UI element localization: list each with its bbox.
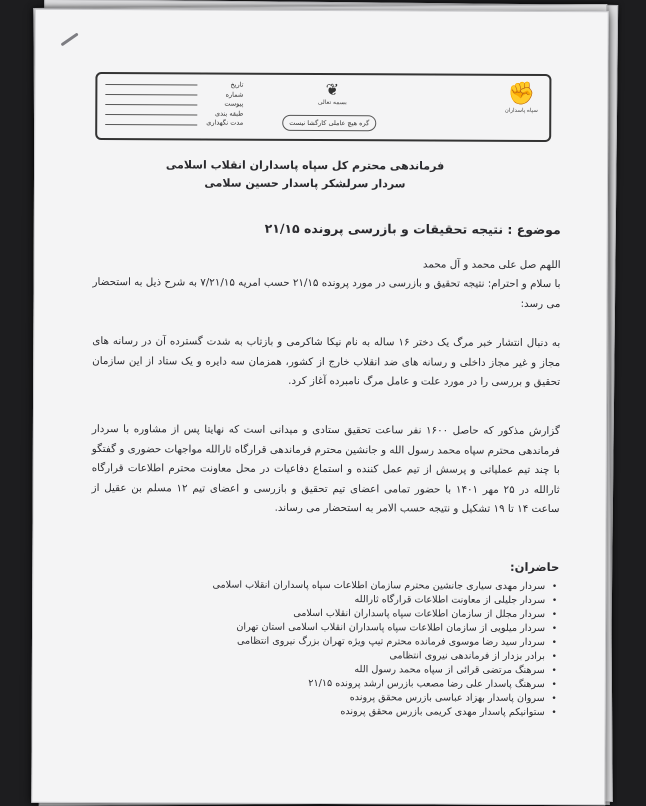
field-label: شماره (225, 90, 244, 99)
list-item: • سرهنگ پاسدار علی رضا مصعب بازرس ارشد پرونده ۲۱/۱۵ (65, 676, 545, 692)
letterhead (95, 72, 551, 142)
field-label: پیوست (224, 99, 244, 108)
opening-line: با سلام و احترام: نتیجه تحقیق و بازرسی در مورد پرونده ۲۱/۱۵ حسب امریه ۷/۲۱/۱۵ به شرح ذیل به استحضار می رسد: (92, 276, 561, 310)
paragraph-2: گزارش مذکور که حاصل ۱۶۰۰ نفر ساعت تحقیق ستادی و میدانی است که نهایتا پس از مشاوره با سردار فرماندهی محترم سپاه محمد رسول الله و جانشین محترم فرماندهی قرارگاه ثارالله مواجهات حضوری و گفتگو با چند تیم عملیاتی و پرسش از تیم عمل کننده و استماع دفاعیات در محل معاونت محترم اطلاعات قرارگاه ثارالله در ۲۵ مهر ۱۴۰۱ با حضور تمامی اعضای تیم تحقیق و بازرسی و اعضای تیم ۱۲ مسلم بن عقیل از ساعت ۱۴ تا ۱۹ تشکیل و نتیجه حسب الامر به استحضار می رساند. (91, 423, 560, 516)
emblem-caption: بسمه تعالی (317, 98, 347, 107)
list-item: • سردار مهدی سیاری جانشین محترم سازمان اطلاعات سپاه پاسداران انقلاب اسلامی (65, 578, 545, 594)
letterhead-field-labels (199, 80, 243, 128)
field-label: طبقه بندی (215, 109, 244, 118)
recipient-line-2: سردار سرلشکر پاسدار حسین سلامی (204, 176, 406, 191)
list-item: • ستوانیکم پاسدار مهدی کریمی بازرس محقق پرونده (65, 704, 545, 720)
list-item: • سرهنگ مرتضی قرائی از سپاه محمد رسول الله (65, 662, 545, 678)
letterhead-fields-lines (105, 84, 197, 134)
list-item: • سردار میلویی از سازمان اطلاعات سپاه پاسداران انقلاب اسلامی استان تهران (65, 620, 545, 636)
list-item: • سردار مجلل از سازمان اطلاعات سپاه پاسداران انقلاب اسلامی (65, 606, 545, 622)
motto-box (282, 115, 376, 131)
field-label: تاریخ (230, 80, 244, 89)
list-item: • سردار جلیلی از معاونت اطلاعات قرارگاه ثارالله (65, 592, 545, 608)
subject-line: موضوع : نتیجه تحقیقات و بازرسی پرونده ۲۱/۱۵ (264, 220, 561, 238)
salutation: اللهم صل علی محمد و آل محمد (422, 258, 561, 272)
emblem-icon: ❦ (325, 80, 340, 100)
document-page (31, 9, 608, 805)
logo-caption: سپاه پاسداران (504, 107, 538, 114)
attendees-heading: حاضران: (510, 559, 560, 575)
list-item: • سردار سید رضا موسوی فرمانده محترم تیپ ویژه تهران بزرگ نیروی انتظامی (65, 634, 545, 650)
list-item: • سروان پاسدار بهزاد عباسی بازرس محقق پرونده (65, 690, 545, 706)
recipient-line-1: فرماندهی محترم کل سپاه پاسداران انقلاب اسلامی (165, 158, 445, 173)
irgc-logo (503, 82, 539, 114)
irgc-logo-icon: ✊ (507, 81, 536, 107)
paragraph-1: به دنبال انتشار خبر مرگ یک دختر ۱۶ ساله به نام نیکا شاکرمی و بازتاب به شدت گسترده آن در رسانه های مجاز و غیر مجاز داخلی و رسانه های ضد انقلاب خارج از کشور، همزمان سه دایره و یک ستاد از این سازمان تحقیق و بررسی را در مورد علت و عامل مرگ نامبرده آغاز کرد. (92, 335, 561, 389)
attendees-list (65, 578, 560, 720)
motto-text: گره هیچ عاملی کارگشا نیست (289, 118, 370, 128)
national-emblem (302, 81, 362, 106)
list-item: • برادر بزدار از فرماندهی نیروی انتظامی (65, 648, 545, 664)
field-label: مدت نگهداری (206, 118, 244, 127)
staple-mark (61, 32, 79, 46)
